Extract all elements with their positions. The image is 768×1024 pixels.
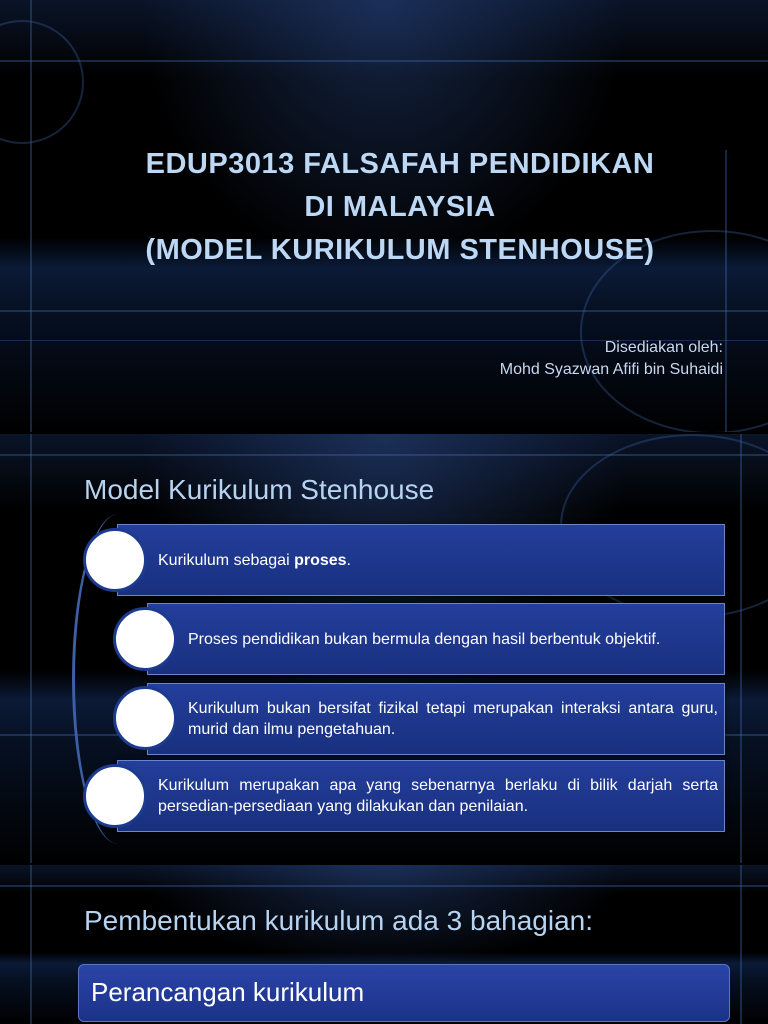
section-bar-label: Perancangan kurikulum [91, 977, 365, 1007]
list-item [117, 760, 725, 832]
title-line: DI MALAYSIA [304, 191, 496, 223]
slide-title [80, 143, 720, 272]
list-item [117, 524, 725, 596]
bg-line [0, 885, 768, 887]
bg-line [740, 865, 742, 1024]
list-item-text: Kurikulum merupakan apa yang sebenarnya berlaku di bilik darjah serta persedian-persediaan yang dilakukan dan penilaian. [158, 777, 718, 815]
author-name: Mohd Syazwan Afifi bin Suhaidi [499, 361, 723, 378]
bg-arc [0, 20, 84, 144]
slide-heading: Model Kurikulum Stenhouse [84, 474, 435, 505]
prepared-label: Disediakan oleh: [604, 339, 723, 356]
bullet-circle [113, 686, 177, 750]
list-item-text: Proses pendidikan bukan bermula dengan hasil berbentuk objektif. [188, 630, 661, 648]
bullet-circle [83, 764, 147, 828]
section-bar [78, 964, 730, 1022]
title-slide [0, 0, 768, 432]
prepared-by [500, 337, 723, 381]
list-item-text: Kurikulum sebagai proses. [158, 551, 351, 569]
bold-word: proses [294, 551, 347, 569]
title-line: (MODEL KURIKULUM STENHOUSE) [145, 234, 655, 266]
bg-line [30, 865, 32, 1024]
list-item [147, 683, 725, 755]
model-slide [0, 434, 768, 863]
bg-line [0, 60, 768, 62]
bg-line [30, 434, 32, 863]
list-item-text: Kurikulum bukan bersifat fizikal tetapi merupakan interaksi antara guru, murid dan ilmu pengetahuan. [188, 700, 718, 738]
bullet-circle [83, 528, 147, 592]
list-item [147, 603, 725, 675]
bullet-circle [113, 607, 177, 671]
slide-heading: Pembentukan kurikulum ada 3 bahagian: [84, 905, 594, 936]
title-line: EDUP3013 FALSAFAH PENDIDIKAN [145, 148, 655, 180]
sections-slide [0, 865, 768, 1024]
